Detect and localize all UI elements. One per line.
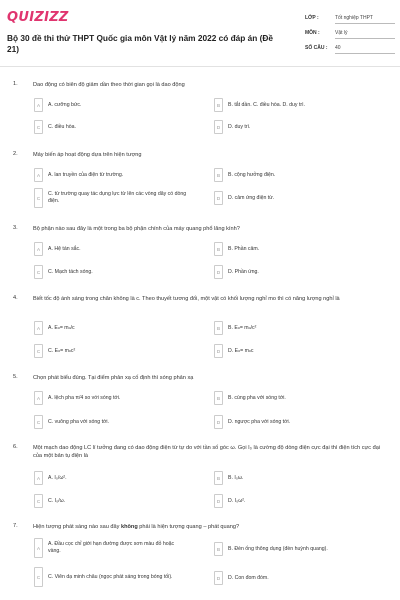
option-text: A. Đầu cọc chỉ giới hạn đường được sơn màu đỏ hoặc vàng. xyxy=(48,541,175,554)
question-number: 3. xyxy=(13,225,18,231)
option-text: A. Hệ tán sắc. xyxy=(48,245,81,252)
formula-tail: = m xyxy=(240,347,249,354)
question-number: 1. xyxy=(13,81,18,87)
option-letter: B xyxy=(214,542,223,556)
formula-sub: o xyxy=(248,325,251,330)
question-text-before: Hiện tượng phát sáng nào sau đây xyxy=(33,524,121,530)
meta-class xyxy=(305,12,395,27)
option-text: C. Viên dạ minh châu (ngọc phát sáng trong bóng tối). xyxy=(48,573,173,580)
option-letter: B xyxy=(214,391,223,405)
option-letter: C xyxy=(34,265,43,279)
formula-tail: = m xyxy=(239,324,249,331)
option-letter: B xyxy=(214,98,223,112)
option-text: D. Con đom đóm. xyxy=(228,574,269,581)
option-text: A. lệch pha π/4 so với sóng tới. xyxy=(48,394,121,401)
meta-subject-value: Vật lý xyxy=(335,30,348,36)
question-number: 6. xyxy=(13,444,18,450)
option-text xyxy=(48,344,188,358)
option-letter: B xyxy=(214,471,223,485)
option-letter: C xyxy=(34,188,43,208)
option-letter: D xyxy=(214,571,223,585)
quizizz-logo: QUIZIZZ xyxy=(7,10,69,25)
formula-text: A. E xyxy=(48,324,58,331)
formula-tail: /c² xyxy=(250,324,257,331)
option-text xyxy=(228,344,368,358)
formula-tail: /c xyxy=(70,324,75,331)
formula-sub: o xyxy=(58,348,61,353)
option-text: D. ngược pha với sóng tới. xyxy=(228,418,291,425)
formula-text: D. E xyxy=(228,347,239,354)
option-letter: A xyxy=(34,168,43,182)
meta-class-value: Tốt nghiệp THPT xyxy=(335,15,373,21)
question-text: Chọn phát biểu đúng. Tại điểm phản xạ cố định thì sóng phản xạ xyxy=(33,375,194,381)
option-letter: D xyxy=(214,415,223,429)
option-text: B. cùng pha với sóng tới. xyxy=(228,394,286,401)
option-letter: A xyxy=(34,391,43,405)
formula-sub: o xyxy=(68,348,71,353)
option-text: A. cưỡng bức. xyxy=(48,101,82,108)
question-text: Dao động có biên độ giảm dần theo thời gian gọi là dao động xyxy=(33,82,185,88)
option-letter: A xyxy=(34,471,43,485)
option-letter: C xyxy=(34,494,43,508)
option-text: C. I₀/ω. xyxy=(48,497,66,504)
question-number: 5. xyxy=(13,374,18,380)
option-letter: D xyxy=(214,191,223,205)
formula-tail: = m xyxy=(59,324,69,331)
option-text: B. tắt dần. C. điều hòa. D. duy trì. xyxy=(228,101,305,108)
formula-sub: o xyxy=(68,325,71,330)
option-letter: D xyxy=(214,344,223,358)
worksheet-header xyxy=(0,0,400,66)
question-text xyxy=(33,523,388,531)
option-text: A. I₀/ω². xyxy=(48,474,67,481)
question-text: Bộ phận nào sau đây là một trong ba bộ phận chính của máy quang phổ lăng kính? xyxy=(33,226,240,232)
option-letter: D xyxy=(214,494,223,508)
option-letter: A xyxy=(34,242,43,256)
option-text: B. Phần cảm. xyxy=(228,245,260,252)
option-text xyxy=(228,321,368,335)
formula-text: C. E xyxy=(48,347,59,354)
meta-line xyxy=(335,53,395,54)
formula-tail: c² xyxy=(70,347,76,354)
formula-sub: o xyxy=(248,348,251,353)
option-text: B. Đèn ống thông dụng (đèn huỳnh quang). xyxy=(228,545,328,552)
question-text-after: phải là hiện tượng quang – phát quang? xyxy=(137,524,240,530)
meta-count-label: SỐ CÂU : xyxy=(305,45,328,51)
meta-subject-label: MÔN : xyxy=(305,30,320,36)
option-letter: D xyxy=(214,265,223,279)
question-number: 4. xyxy=(13,295,18,301)
formula-sub: o xyxy=(57,325,60,330)
option-text: D. cảm ứng điện từ. xyxy=(228,194,275,201)
option-text xyxy=(48,321,188,335)
option-letter: C xyxy=(34,120,43,134)
formula-sub: o xyxy=(238,348,241,353)
option-letter: A xyxy=(34,321,43,335)
option-text: D. Phần ứng. xyxy=(228,268,259,275)
header-divider xyxy=(0,66,400,67)
formula-tail: c xyxy=(250,347,254,354)
option-text: C. từ trường quay tác dụng lực từ lên các vòng dây có dòng điện. xyxy=(48,191,187,204)
formula-tail: = m xyxy=(60,347,69,354)
formula-text: B. E xyxy=(228,324,238,331)
meta-line xyxy=(335,23,395,24)
option-text: C. điều hòa. xyxy=(48,123,76,130)
option-letter: B xyxy=(214,321,223,335)
meta-count xyxy=(305,42,395,57)
option-text: A. lan truyền của điện từ trường. xyxy=(48,171,124,178)
option-text: D. I₀ω². xyxy=(228,497,246,504)
formula-sub: o xyxy=(237,325,240,330)
option-text: C. vuông pha với sóng tới. xyxy=(48,418,110,425)
option-letter: D xyxy=(214,120,223,134)
option-letter: C xyxy=(34,415,43,429)
meta-count-value: 40 xyxy=(335,45,341,51)
worksheet-meta xyxy=(305,12,395,57)
question-number: 2. xyxy=(13,151,18,157)
option-letter: C xyxy=(34,344,43,358)
option-text: C. Mạch tách sóng. xyxy=(48,268,93,275)
option-letter: C xyxy=(34,567,43,587)
meta-class-label: LỚP : xyxy=(305,15,319,21)
meta-line xyxy=(335,38,395,39)
option-text: B. cộng hưởng điện. xyxy=(228,171,276,178)
option-letter: B xyxy=(214,242,223,256)
option-letter: A xyxy=(34,98,43,112)
meta-subject xyxy=(305,27,395,42)
question-text: Một mạch dao động LC lí tưởng đang có dao động điện từ tự do với tần số góc ω. Gọi I₀ là cường độ dòng điện cực đại thì điện tích cực đại của một bản tụ điện là xyxy=(33,445,381,459)
option-text: B. I₀ω. xyxy=(228,474,244,481)
option-letter: B xyxy=(214,168,223,182)
question-text: Biết tốc độ ánh sáng trong chân không là c. Theo thuyết tương đối, một vật có khối lượng nghỉ mo thì có năng lượng nghỉ là xyxy=(33,296,340,302)
question-text-emphasis: không xyxy=(120,524,138,530)
option-letter: A xyxy=(34,538,43,558)
question-number: 7. xyxy=(13,523,18,529)
worksheet-title: Bộ 30 đề thi thử THPT Quốc gia môn Vật lý năm 2022 có đáp án (Đề 21) xyxy=(7,33,274,54)
option-text: D. duy trì. xyxy=(228,123,251,130)
question-text: Máy biến áp hoạt động dựa trên hiện tượng xyxy=(33,152,142,158)
